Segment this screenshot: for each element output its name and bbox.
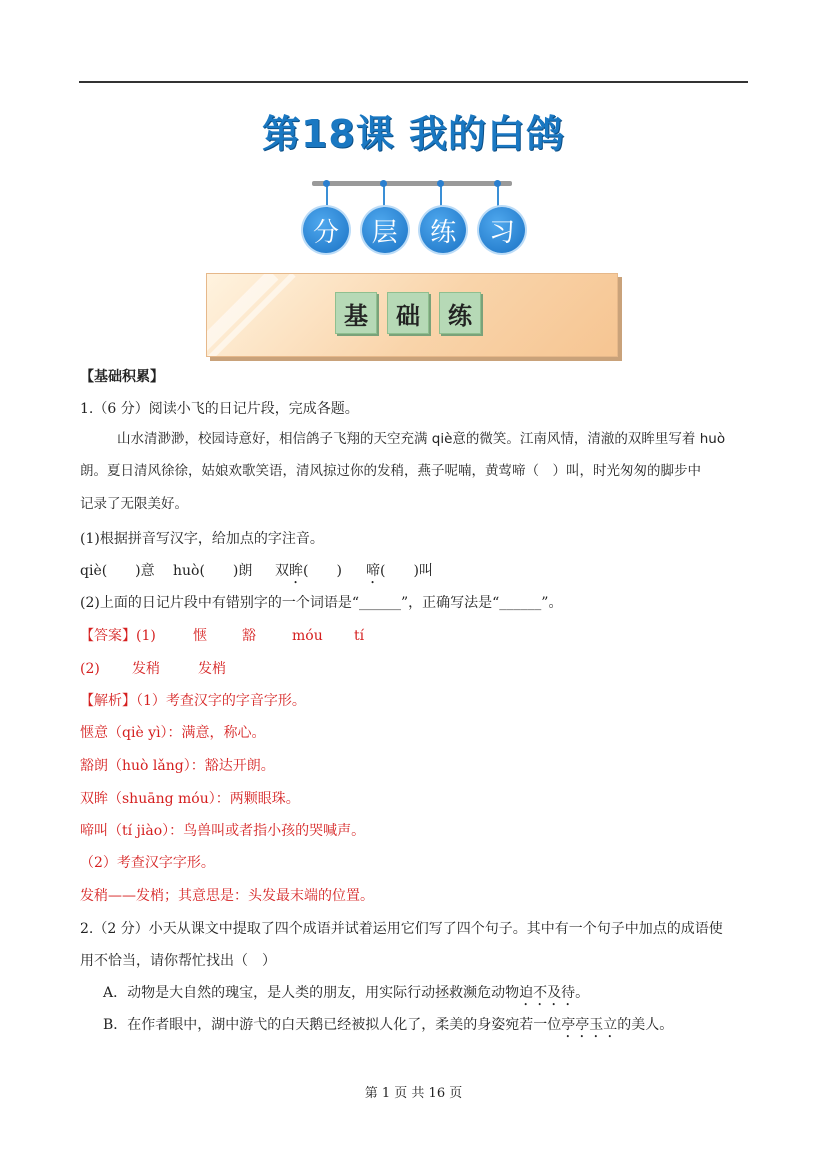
- answer-label: 【答案】(1): [80, 628, 156, 644]
- hanger-dot: [380, 180, 387, 187]
- answer-value: 发稍: [132, 661, 160, 677]
- q1-stem: 1.（6 分）阅读小飞的日记片段，完成各题。: [80, 401, 359, 417]
- badge-circle: 习: [479, 207, 525, 253]
- passage-line: 山水清渺渺，校园诗意好，相信鸽子飞翔的天空充满 qiè意的微笑。江南风情，清澈的双眸里写着 huò: [117, 431, 726, 447]
- level-chars: [335, 292, 481, 334]
- answer-value: 发梢: [198, 661, 226, 677]
- page-footer: 第 1 页 共 16 页: [364, 1086, 463, 1101]
- option-text: 的美人。: [617, 1017, 674, 1033]
- hanger-bar: [312, 181, 512, 186]
- option-text: B．在作者眼中，湖中游弋的白天鹅已经被拟人化了，柔美的身姿宛若一位: [103, 1017, 562, 1033]
- hanger-string: [440, 184, 442, 208]
- blank-mou: [275, 560, 342, 587]
- badge-circle: 层: [362, 207, 408, 253]
- dotted-char: 啼: [366, 563, 380, 579]
- analysis-line: 【解析】（1）考查汉字的字音字形。: [80, 693, 306, 709]
- q2-option-a: [103, 982, 589, 1009]
- analysis-line: 发稍——发梢；其意思是：头发最末端的位置。: [80, 888, 374, 904]
- level-char: 础: [387, 292, 429, 334]
- practice-badges: [303, 207, 525, 255]
- badge-circle: 练: [420, 207, 466, 253]
- hanger-string: [383, 184, 385, 208]
- option-text: A．动物是大自然的瑰宝，是人类的朋友，用实际行动拯救濒危动物: [103, 985, 520, 1001]
- passage-line: 记录了无限美好。: [80, 496, 188, 512]
- level-char: 基: [335, 292, 377, 334]
- level-banner: [206, 273, 618, 357]
- blank-ti: [366, 560, 433, 587]
- banner-stripe: [206, 273, 278, 357]
- dotted-char: 眸: [289, 563, 303, 579]
- blank-qie: qiè( )意: [80, 563, 155, 579]
- analysis-line: 啼叫（tí jiào）：鸟兽叫或者指小孩的哭喊声。: [80, 823, 366, 839]
- hanger-dot: [494, 180, 501, 187]
- answer-value: móu: [292, 628, 323, 644]
- answer-value: 豁: [242, 628, 256, 644]
- answer-label-2: (2): [80, 661, 100, 677]
- dotted-idiom: 亭亭玉立: [561, 1017, 618, 1033]
- level-char: 练: [439, 292, 481, 334]
- blank-ti-post: ( )叫: [380, 563, 433, 579]
- section-heading: 【基础积累】: [80, 369, 164, 385]
- hanger-dot: [323, 180, 330, 187]
- analysis-line: （2）考查汉字字形。: [80, 855, 215, 871]
- q2-option-b: [103, 1014, 673, 1041]
- blank-huo: huò( )朗: [173, 563, 253, 579]
- header-rule: [79, 81, 748, 83]
- q1-sub2: (2)上面的日记片段中有错别字的一个词语是“______”，正确写法是“______”。: [80, 595, 563, 611]
- analysis-line: 惬意（qiè yì）：满意，称心。: [80, 725, 266, 741]
- hanger-string: [497, 184, 499, 208]
- analysis-line: 双眸（shuāng móu）：两颗眼珠。: [80, 791, 300, 807]
- passage-line: 朗。夏日清风徐徐，姑娘欢歌笑语，清风掠过你的发稍，燕子呢喃，黄莺啼（ ）叫，时光匆匆的脚步中: [80, 463, 701, 479]
- dotted-idiom: 迫不及待: [519, 985, 576, 1001]
- blank-mou-pre: 双: [275, 563, 289, 579]
- lesson-title: 第18课 我的白鸽: [261, 112, 566, 156]
- badge-circle: 分: [303, 207, 349, 253]
- q2-stem: 用不恰当，请你帮忙找出（ ）: [80, 953, 276, 969]
- q1-sub1: (1)根据拼音写汉字，给加点的字注音。: [80, 531, 324, 547]
- option-text: 。: [575, 985, 590, 1001]
- q2-stem: 2.（2 分）小天从课文中提取了四个成语并试着运用它们写了四个句子。其中有一个句子中加点的成语使: [80, 921, 723, 937]
- hanger-string: [326, 184, 328, 208]
- analysis-line: 豁朗（huò lǎng）：豁达开朗。: [80, 758, 275, 774]
- blank-mou-post: ( ): [303, 563, 342, 579]
- answer-value: tí: [354, 628, 365, 644]
- answer-value: 惬: [193, 628, 207, 644]
- hanger-dot: [437, 180, 444, 187]
